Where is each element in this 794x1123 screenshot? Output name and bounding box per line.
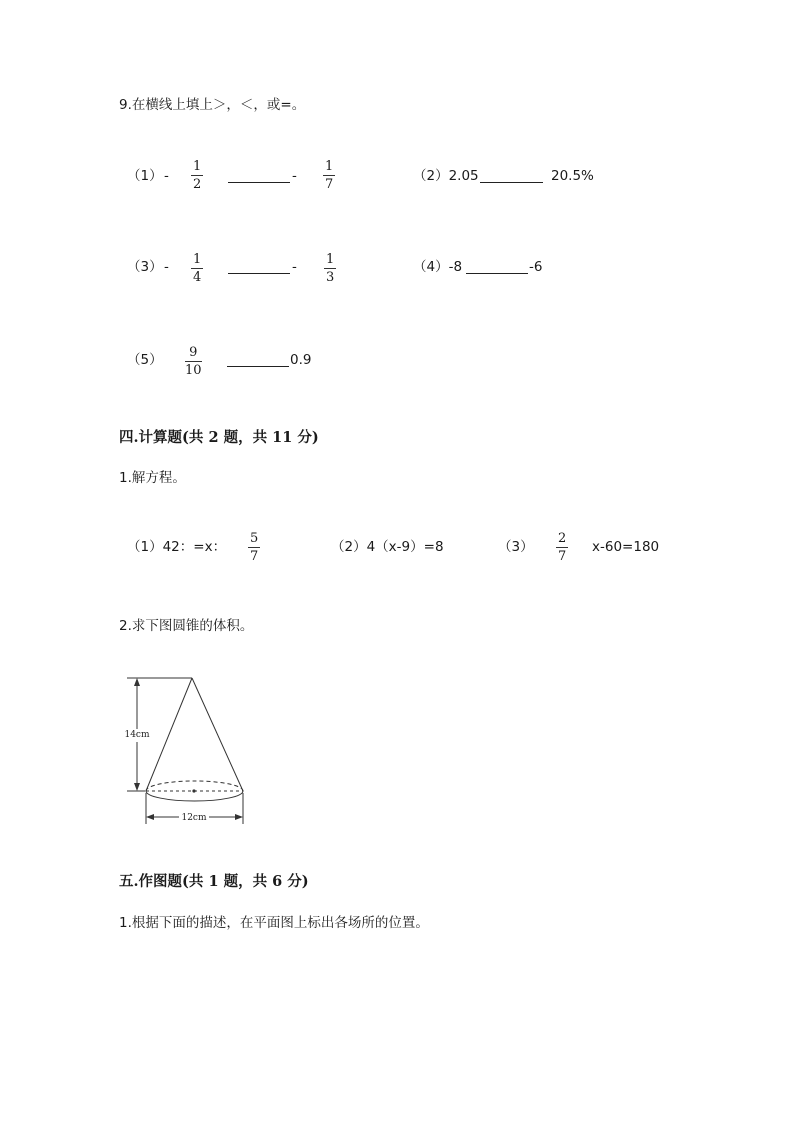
fraction-numerator: 5	[250, 531, 259, 546]
fraction-bar	[248, 547, 260, 548]
q9-part3-minus-2: -	[292, 259, 297, 275]
section-4-q2-title: 2.求下图圆锥的体积。	[119, 618, 254, 634]
equation-3-label: （3）	[498, 539, 534, 555]
equation-3-rest: x-60=180	[592, 539, 660, 555]
fraction-bar	[323, 175, 335, 176]
equation-2: （2）4（x-9）=8	[331, 539, 444, 555]
answer-blank[interactable]	[227, 366, 289, 367]
q9-part3-fraction-1	[191, 253, 203, 285]
fraction-bar	[185, 361, 202, 362]
fraction-bar	[324, 268, 336, 269]
answer-blank[interactable]	[228, 182, 290, 183]
answer-blank[interactable]	[466, 273, 528, 274]
q9-part3-label: （3）	[127, 259, 163, 275]
fraction-denominator: 10	[185, 363, 202, 378]
fraction-denominator: 4	[193, 270, 202, 285]
fraction-denominator: 7	[250, 549, 259, 564]
q9-part4-label: （4）-8	[413, 259, 463, 275]
fraction-numerator: 1	[193, 252, 202, 267]
fraction-denominator: 2	[193, 177, 202, 192]
arrowhead-down-icon	[134, 783, 140, 791]
equation-3-fraction	[556, 532, 568, 564]
cone-left-side	[146, 678, 192, 791]
q9-part5-label: （5）	[127, 352, 163, 368]
cone-diagram	[115, 670, 265, 830]
section-5-heading: 五.作图题(共 1 题，共 6 分)	[119, 873, 309, 890]
q9-part1-minus-1: -	[164, 168, 169, 184]
fraction-denominator: 7	[325, 177, 334, 192]
fraction-numerator: 9	[189, 345, 198, 360]
q9-part5-rhs: 0.9	[290, 352, 312, 368]
q9-part5-fraction	[185, 346, 202, 378]
cone-right-side	[192, 678, 243, 791]
q9-part1-fraction-2	[323, 160, 335, 192]
fraction-numerator: 1	[193, 159, 202, 174]
q9-part2-rhs: 20.5%	[551, 168, 594, 184]
answer-blank[interactable]	[228, 273, 290, 274]
base-center-dot	[192, 789, 195, 792]
q9-part1-minus-2: -	[292, 168, 297, 184]
section-5-q1-title: 1.根据下面的描述，在平面图上标出各场所的位置。	[119, 915, 429, 931]
fraction-denominator: 7	[558, 549, 567, 564]
arrowhead-right-icon	[235, 814, 243, 820]
equation-1-fraction	[248, 532, 260, 564]
section-4-heading: 四.计算题(共 2 题，共 11 分)	[119, 429, 319, 446]
q9-part1-label: （1）	[127, 168, 163, 184]
q9-part4-rhs: -6	[529, 259, 543, 275]
fraction-numerator: 1	[325, 159, 334, 174]
fraction-numerator: 1	[326, 252, 335, 267]
arrowhead-up-icon	[134, 678, 140, 686]
height-label: 14cm	[124, 730, 150, 740]
equation-1: （1）42：=x：	[127, 539, 227, 555]
q9-part3-minus-1: -	[164, 259, 169, 275]
q9-part1-fraction-1	[191, 160, 203, 192]
question-9-title: 9.在横线上填上＞，＜，或=。	[119, 97, 306, 113]
diameter-label: 12cm	[181, 813, 207, 823]
fraction-denominator: 3	[326, 270, 335, 285]
fraction-bar	[191, 268, 203, 269]
q9-part3-fraction-2	[324, 253, 336, 285]
section-4-q1-title: 1.解方程。	[119, 470, 186, 486]
q9-part2-label: （2）2.05	[413, 168, 479, 184]
fraction-bar	[191, 175, 203, 176]
arrowhead-left-icon	[146, 814, 154, 820]
answer-blank[interactable]	[480, 182, 543, 183]
fraction-bar	[556, 547, 568, 548]
fraction-numerator: 2	[558, 531, 567, 546]
